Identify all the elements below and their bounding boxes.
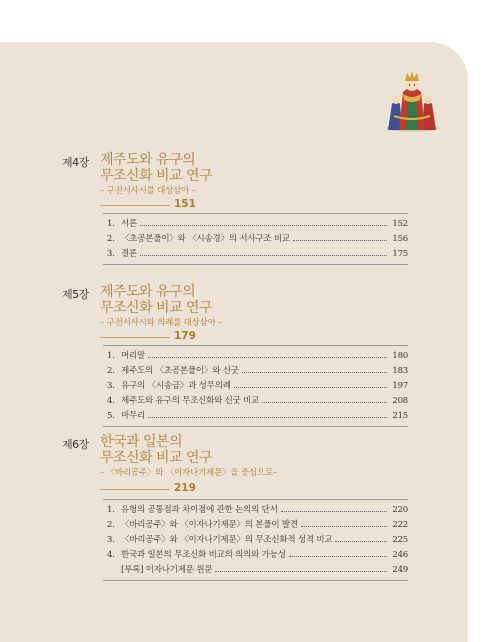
chapter-title-line2: 무조신화 비교 연구 xyxy=(100,450,213,466)
chapter-title-line1: 제주도와 유구의 xyxy=(100,284,196,300)
chapter-title-line1: 제주도와 유구의 xyxy=(100,152,196,168)
chapter-label: 제6장 xyxy=(62,438,89,451)
toc-item-title: 제주도와 유구의 무조신화와 신굿 비교 xyxy=(121,396,260,406)
leader-dots xyxy=(215,571,387,572)
toc-list xyxy=(103,345,408,427)
toc-item-number: 5. xyxy=(107,411,115,421)
toc-item-number: 1. xyxy=(107,505,115,515)
leader-dots xyxy=(262,402,387,403)
toc-item-page: 215 xyxy=(392,411,408,421)
toc-item-title: [부록] 이자나기제문 원문 xyxy=(121,565,213,575)
toc-item-page: 222 xyxy=(392,520,408,530)
leader-dots xyxy=(293,240,387,241)
leader-dots xyxy=(234,387,387,388)
toc-item-title: 결론 xyxy=(121,249,138,259)
toc-item[interactable] xyxy=(103,503,408,518)
chapter-page-number: 151 xyxy=(174,198,196,210)
toc-item-title: 유형의 공통점과 차이점에 관한 논의의 단서 xyxy=(121,505,278,515)
toc-item-number: 2. xyxy=(107,366,115,376)
toc-item-page: 208 xyxy=(392,396,408,406)
chapter-subtitle: – 구전서사시와 의례를 대상삼아 – xyxy=(100,318,223,328)
toc-item-page: 152 xyxy=(392,219,408,229)
leader-dots xyxy=(301,526,387,527)
leader-dots xyxy=(140,225,387,226)
toc-item[interactable] xyxy=(103,379,408,394)
leader-dots xyxy=(140,255,387,256)
toc-item[interactable] xyxy=(103,394,408,409)
toc-item-number: 2. xyxy=(107,234,115,244)
toc-item-title: 마무리 xyxy=(121,411,146,421)
chapter-title xyxy=(100,434,212,466)
toc-item[interactable] xyxy=(103,548,408,563)
toc-item-page: 183 xyxy=(392,366,408,376)
toc-item-page: 220 xyxy=(392,505,408,515)
toc-item[interactable] xyxy=(103,518,408,533)
chapter-subtitle: – 구전서사시를 대상삼아 – xyxy=(100,186,196,196)
chapter-label: 제4장 xyxy=(62,156,89,169)
toc-item-number: 1. xyxy=(107,351,115,361)
toc-item-number: 4. xyxy=(107,550,115,560)
chapter-page-number: 179 xyxy=(174,330,196,342)
toc-item-title: 서론 xyxy=(121,219,138,229)
leader-dots xyxy=(148,357,387,358)
toc-item-page: 197 xyxy=(392,381,408,391)
toc-item-number: 3. xyxy=(107,381,115,391)
toc-item[interactable] xyxy=(103,217,408,232)
toc-item-number: 1. xyxy=(107,219,115,229)
toc-item-page: 246 xyxy=(392,550,408,560)
chapter-page-number: 219 xyxy=(174,482,196,494)
toc-item-number: 2. xyxy=(107,520,115,530)
toc-list xyxy=(103,499,408,581)
chapter-subtitle: – 〈바리공주〉와 〈이자나기제문〉을 중심으로– xyxy=(100,468,277,478)
deity-illustration xyxy=(384,70,440,132)
toc-item[interactable] xyxy=(103,409,408,424)
toc-list xyxy=(103,213,408,265)
toc-item[interactable] xyxy=(103,247,408,262)
chapter-title xyxy=(100,284,212,316)
page-rule xyxy=(100,337,170,338)
toc-item-title: 〈바리공주〉와 〈이자나기제문〉의 무조신화적 성격 비교 xyxy=(121,535,333,545)
toc-item-title: 한국과 일본의 무조신화 비교의 의의와 가능성 xyxy=(121,550,286,560)
toc-item-page: 249 xyxy=(392,565,408,575)
toc-item-title: 유구의 〈시송금〉과 성무의례 xyxy=(121,381,231,391)
toc-item[interactable] xyxy=(103,563,408,578)
toc-item-title: 〈바리공주〉와 〈이자나기제문〉의 본풀이 발견 xyxy=(121,520,298,530)
toc-item[interactable] xyxy=(103,349,408,364)
toc-item-title: 〈초공본풀이〉와 〈시송경〉의 서사구조 비교 xyxy=(121,234,290,244)
toc-item-page: 175 xyxy=(392,249,408,259)
chapter-title-line2: 무조신화 비교 연구 xyxy=(100,300,213,316)
page-rule xyxy=(100,489,170,490)
toc-item[interactable] xyxy=(103,232,408,247)
toc-item-page: 225 xyxy=(392,535,408,545)
leader-dots xyxy=(281,511,387,512)
leader-dots xyxy=(148,417,387,418)
toc-item-page: 156 xyxy=(392,234,408,244)
toc-item-title: 제주도의 〈초공본풀이〉와 신굿 xyxy=(121,366,239,376)
page-rule xyxy=(100,205,170,206)
chapter-title-line2: 무조신화 비교 연구 xyxy=(100,168,213,184)
leader-dots xyxy=(289,556,387,557)
toc-item-number: 4. xyxy=(107,396,115,406)
toc-item-page: 180 xyxy=(392,351,408,361)
chapter-label: 제5장 xyxy=(62,288,89,301)
chapter-title xyxy=(100,152,212,184)
toc-item[interactable] xyxy=(103,364,408,379)
chapter-title-line1: 한국과 일본의 xyxy=(100,434,183,450)
leader-dots xyxy=(335,541,387,542)
toc-item-title: 머리말 xyxy=(121,351,146,361)
toc-item-number: 3. xyxy=(107,249,115,259)
toc-item[interactable] xyxy=(103,533,408,548)
toc-item-number: 3. xyxy=(107,535,115,545)
leader-dots xyxy=(242,372,387,373)
